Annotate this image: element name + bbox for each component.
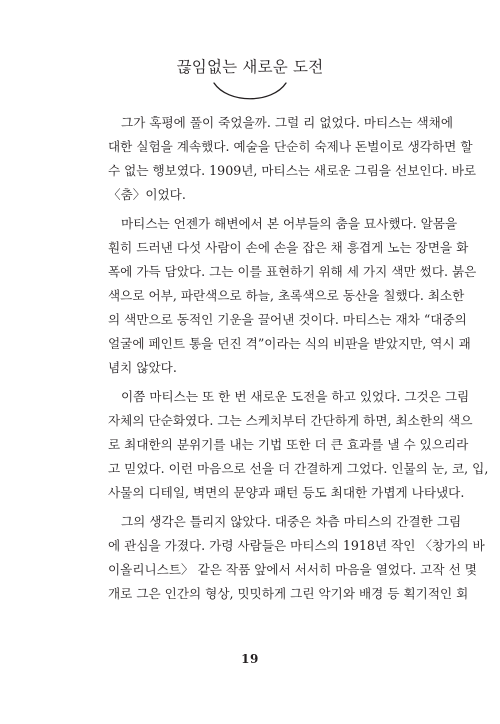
paragraph xyxy=(108,111,477,207)
text-line: 마티스는 언젠가 해변에서 본 어부들의 춤을 묘사했다. 알몸을 xyxy=(121,216,458,231)
text-line: 개로 그은 인간의 형상, 밋밋하게 그린 악기와 배경 등 획기적인 회 xyxy=(108,586,469,601)
paragraph xyxy=(108,385,489,505)
text-line: 그의 생각은 틀리지 않았다. 대중은 차츰 마티스의 간결한 그림 xyxy=(121,514,462,529)
text-line: 념치 않았다. xyxy=(108,360,177,375)
text-line: 그가 혹평에 풀이 죽었을까. 그럴 리 없었다. 마티스는 색채에 xyxy=(121,115,454,130)
text-line: 고 믿었다. 이런 마음으로 선을 더 간결하게 그었다. 인물의 눈, 코, 입, xyxy=(108,461,489,476)
paragraph xyxy=(108,212,477,380)
text-line: 훤히 드러낸 다섯 사람이 손에 손을 잡은 채 흥겹게 노는 장면을 화 xyxy=(108,240,469,255)
text-line: 〈춤〉이었다. xyxy=(108,187,186,202)
heading-swoosh-ornament xyxy=(212,80,288,106)
text-line: 의 색만으로 동적인 기운을 끌어낸 것이다. 마티스는 재차 “대중의 xyxy=(108,312,467,327)
page-number: 19 xyxy=(241,652,259,666)
body-text xyxy=(108,111,489,606)
text-line: 에 관심을 가졌다. 가령 사람들은 마티스의 1918년 작인 〈창가의 바 xyxy=(108,538,485,553)
text-line: 로 최대한의 분위기를 내는 기법 또한 더 큰 효과를 낼 수 있으리라 xyxy=(108,437,469,452)
text-line: 대한 실험을 계속했다. 예술을 단순히 숙제나 돈벌이로 생각하면 할 xyxy=(108,139,473,154)
text-line: 폭에 가득 담았다. 그는 이를 표현하기 위해 세 가지 색만 썼다. 붉은 xyxy=(108,264,477,279)
text-line: 자체의 단순화였다. 그는 스케치부터 간단하게 하면, 최소한의 색으 xyxy=(108,413,473,428)
text-line: 사물의 디테일, 벽면의 문양과 패턴 등도 최대한 가볍게 나타냈다. xyxy=(108,485,465,500)
text-line: 수 없는 행보였다. 1909년, 마티스는 새로운 그림을 선보인다. 바로 xyxy=(108,163,477,178)
text-line: 얼굴에 페인트 통을 던진 격”이라는 식의 비판을 받았지만, 역시 괘 xyxy=(108,336,471,351)
section-heading: 끊임없는 새로운 도전 xyxy=(176,58,324,76)
paragraph xyxy=(108,510,485,606)
text-line: 색으로 어부, 파란색으로 하늘, 초록색으로 동산을 칠했다. 최소한 xyxy=(108,288,465,303)
text-line: 이쯤 마티스는 또 한 번 새로운 도전을 하고 있었다. 그것은 그림 xyxy=(121,389,470,404)
text-line: 이올리니스트〉 같은 작품 앞에서 서서히 마음을 열었다. 고작 선 몇 xyxy=(108,562,477,577)
